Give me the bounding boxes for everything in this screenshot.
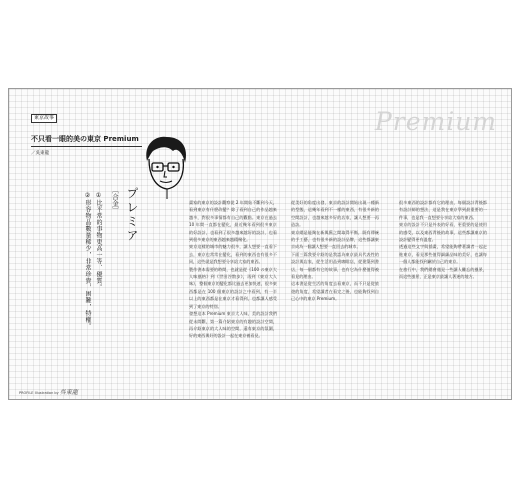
body-paragraph: 東京的設計不只是外表的好看，更重要的是使用的感受，以及東西背後的故事，這些都讓東京的設計變得更有溫度。 (399, 222, 487, 243)
vertical-definition-1: ①比平常的事物更高一等、優質。 (95, 192, 102, 291)
article-page (8, 88, 512, 400)
column-tag: 東京故事 (31, 114, 57, 123)
author-byline: ／吳東龍 (31, 151, 49, 156)
credit-text: PROFILE Illustration by (19, 391, 59, 395)
vertical-definition-2: ②形容物品數量稀少，非常珍貴，困難，特權。 (84, 192, 91, 330)
article-title: 不只看一眼的美の東京 Premium (31, 135, 139, 143)
decorative-word: Premium (374, 107, 497, 136)
title-rule (31, 146, 142, 147)
body-paragraph: 透過這些文字與插畫，希望能夠帶著讀者一起走進東京，看見那些值得細細品味的美好，也讓每一個人都能找到屬於自己的東京。 (399, 244, 487, 265)
body-paragraph: 東京總是能夠在新與舊之間取得平衡，既有傳統的手工藝，也有很多新的設計品牌，這些都讓東京成為一個讓人想要一直回去的城市。 (291, 229, 379, 250)
body-paragraph: 東京這樣的城市的魅力很多，讓人想要一直看下去，東京也常常在變化，看到的東西也有很多不同，這些就是我想要分享給大家的東西。 (189, 244, 277, 265)
body-column-2 (291, 199, 379, 303)
illustration-credit (19, 387, 78, 396)
body-paragraph: 從美好的角度出發，東京的設計開始出現一種新的型態，這幾年看到不一樣的東西，有很多新的空間設計，也越來越多好的店家，讓人想要一再造訪。 (291, 200, 379, 228)
signature: 呉東龍 (59, 389, 78, 396)
body-paragraph: 發想這本 Premium 東京大人味，美的設計我們從未間斷，第一篇介紹東京的有趣的設計空間，再介紹東京的大人味的空間，還有東京的氛圍，好的東西與好的設計一起在東京被看見。 (189, 311, 277, 339)
body-paragraph: 下面三篇我要介紹的是我認為東京最具代表性的設計與店家，從生活用品到咖啡店，從建築到書店，每一個都有它的故事，也有它為什麼值得被看見的理由。 (291, 251, 379, 280)
body-paragraph: 這本書是從生活的角度去看東京，而不只是從旅遊的角度，希望讀者在看完之後，也能夠找到自己心中的東京 Premium。 (291, 281, 379, 302)
body-column-3 (399, 199, 487, 280)
body-paragraph: 很多東西的設計都有它的理由，每個設計背後都有設計師的想法，這是我在東京學到最重要的一件事，也是我一直想要分享給大家的東西。 (399, 200, 487, 220)
body-column-1 (189, 199, 277, 340)
vertical-headword-reading: ［合金］ (111, 187, 119, 213)
body-paragraph: 在旅行中，我們總會遇見一些讓人難忘的風景，而這些風景，正是東京最讓人著迷的地方。 (399, 266, 487, 280)
author-portrait-illustration (137, 133, 193, 201)
body-paragraph: 畫家的東京的設計觀察從 2 年開始不斷到今天，看到東京有什麼改變？除了看到自己的作品越來越多，對很多事情都有自己的觀點。東京在過去 10 年間一直都在變化，最近幾年看到很多東京的好設計，也看到了很多越來越好的設計，也看到很多東京的東西越來越精緻化。 (189, 200, 277, 243)
vertical-headword: プレミア (125, 187, 139, 243)
body-paragraph: 製作書本需要的時間，也就是從《100 の東京大人味風格》到《世田谷散步》，再到《東京大人味》，整個東京的變化都比過去更加快速，很多東西都是在 100 個東京的設計之中看到，有一半以上的東西都是在東京才看得到，也都讓人感受到了東京的特別。 (189, 266, 278, 309)
